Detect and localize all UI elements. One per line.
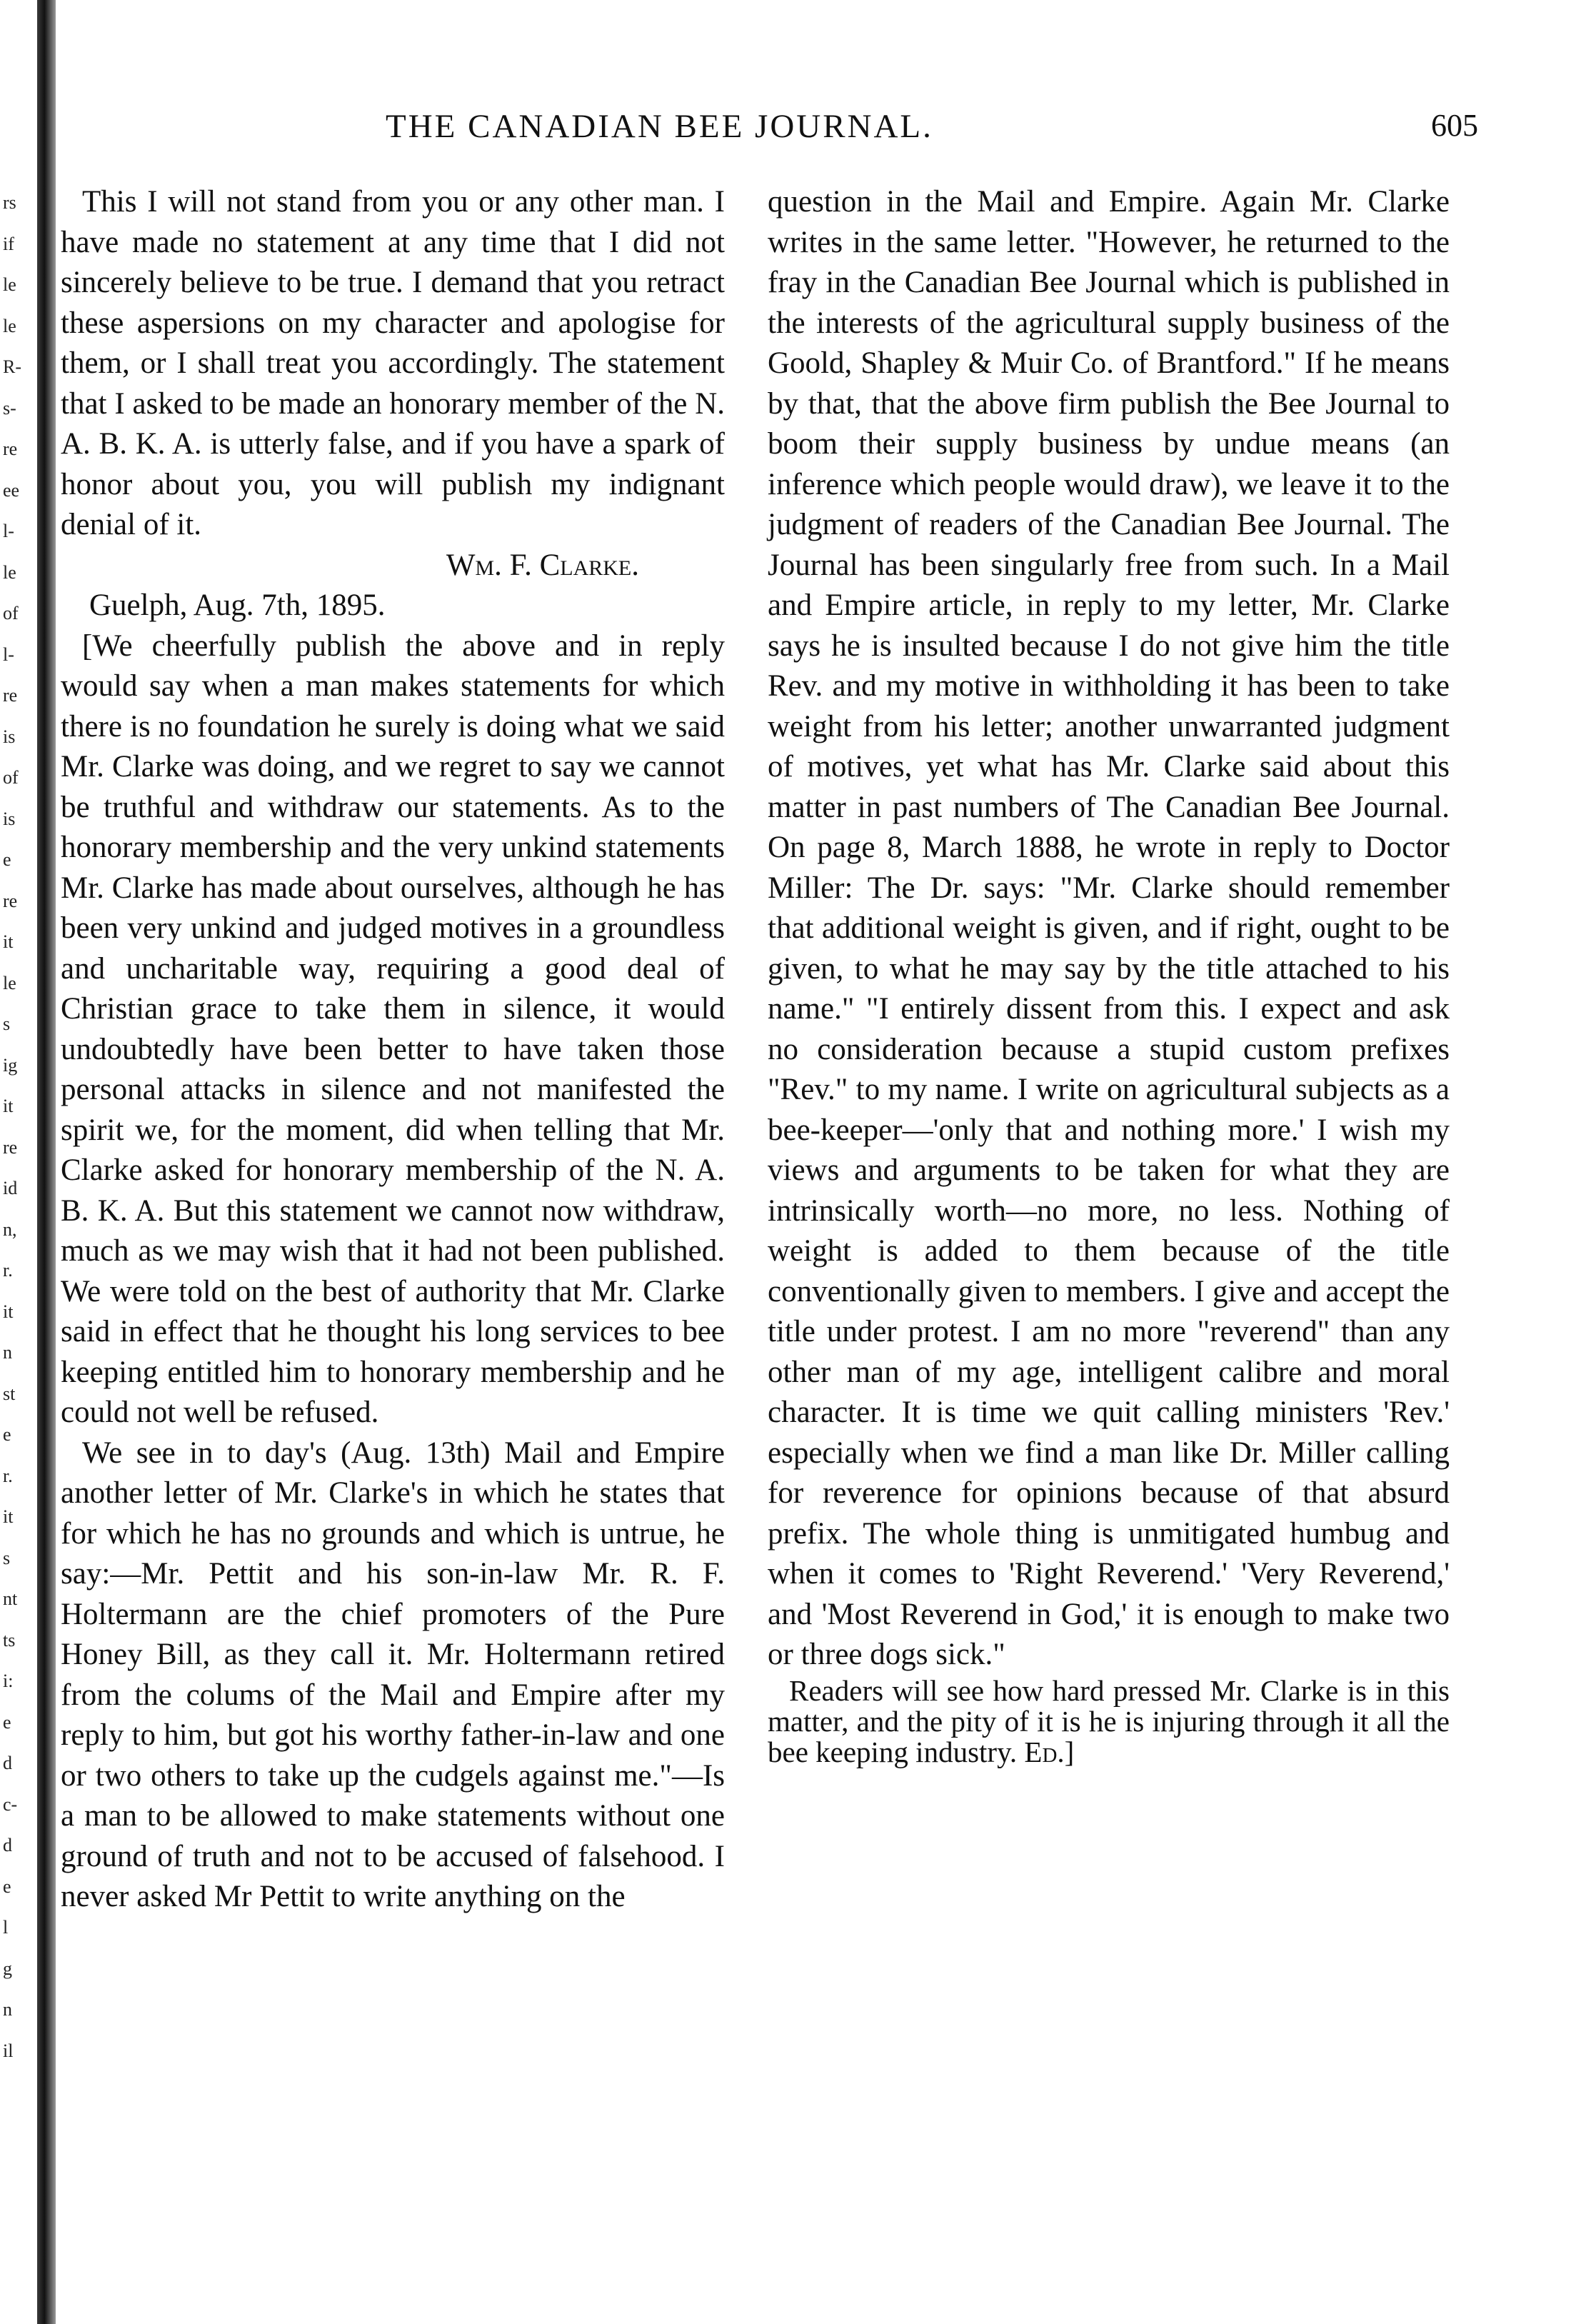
gutter-fragment: re bbox=[3, 1136, 18, 1158]
letter-dateline: Guelph, Aug. 7th, 1895. bbox=[89, 588, 386, 622]
gutter-fragment: le bbox=[3, 972, 16, 993]
gutter-fragment: l bbox=[3, 1917, 9, 1938]
binding-shadow bbox=[37, 0, 56, 2324]
page-number: 605 bbox=[1431, 108, 1478, 143]
gutter-fragment: i: bbox=[3, 1671, 14, 1691]
gutter-fragment: it bbox=[3, 1096, 14, 1116]
gutter-fragment: s- bbox=[3, 397, 16, 419]
gutter-fragment: d bbox=[3, 1835, 12, 1855]
journal-title: THE CANADIAN BEE JOURNAL. bbox=[386, 108, 933, 145]
editor-signature: Ed.] bbox=[1024, 1735, 1075, 1768]
gutter-fragment: le bbox=[3, 561, 16, 583]
gutter-fragment: r. bbox=[3, 1260, 13, 1281]
gutter-fragment: c- bbox=[3, 1793, 18, 1815]
gutter-fragment: d bbox=[3, 1753, 12, 1773]
gutter-fragment: e bbox=[3, 1875, 11, 1897]
gutter-fragment: le bbox=[3, 315, 16, 336]
gutter-fragment: ig bbox=[3, 1054, 18, 1076]
gutter-fragment: n, bbox=[3, 1218, 17, 1240]
gutter-fragment: ee bbox=[3, 479, 20, 501]
gutter-fragment: of bbox=[3, 767, 19, 788]
gutter-fragment: of bbox=[3, 603, 19, 623]
gutter-fragment: l- bbox=[3, 521, 14, 541]
editor-paragraph: [We cheerfully publish the above and in reply would say when a man makes statements for which there is no foundation he surely is doing what we said Mr. Clarke was doing, and we regret to say we cannot be truthful and withdraw our statements. As to the honorary membership and the very unkind statements Mr. Clarke has made about ourselves, although he has been very unkind and judged motives in a groundless and uncharitable way, requiring a good deal of Christian grace to take them in silence, it would undoubtedly have been better to have taken those personal attacks in silence and not manifested the spirit we, for the moment, did when telling that Mr. Clarke asked for honorary membership of the N. A. B. K. A. But this statement we cannot now withdraw, much as we may wish that it had not been published. We were told on the best of authority that Mr. Clarke said in effect that he thought his long services to bee keeping entitled him to honorary membership and he could not well be refused. bbox=[61, 628, 725, 1429]
gutter-fragment: e bbox=[3, 1711, 11, 1733]
gutter-fragment: n bbox=[3, 1342, 12, 1363]
gutter-fragment: is bbox=[3, 808, 16, 829]
gutter-fragment: n bbox=[3, 1999, 12, 2020]
gutter-fragment: s bbox=[3, 1013, 11, 1034]
editor-closing-paragraph bbox=[768, 1673, 1450, 1768]
gutter-fragment: le bbox=[3, 274, 16, 295]
editor-paragraph: We see in to day's (Aug. 13th) Mail and Empire another letter of Mr. Clarke's in which he states that for which he has no grounds and which is untrue, he say:—Mr. Pettit and his son-in-law Mr. R. F. Holtermann are the chief promoters of the Pure Honey Bill, as they call it. Mr. Holtermann retired from the colums of the Mail and Empire after my reply to him, but got his worthy father-in-law and one or two others to take up the cudgels against me."—Is a man to be allowed to make statements without one ground of truth and not to be accused of falsehood. I never asked Mr Pettit to write anything on the bbox=[61, 1436, 725, 1913]
gutter-fragment: it bbox=[3, 1301, 14, 1322]
gutter-fragment: l- bbox=[3, 643, 14, 665]
gutter-fragment: re bbox=[3, 439, 18, 459]
gutter-fragment: R- bbox=[3, 356, 21, 377]
gutter-fragment: il bbox=[3, 2040, 14, 2061]
gutter-fragment: it bbox=[3, 931, 14, 952]
gutter-fragment: it bbox=[3, 1506, 14, 1527]
gutter-fragment: nt bbox=[3, 1588, 18, 1609]
page-header bbox=[357, 107, 1478, 157]
gutter-fragment: e bbox=[3, 849, 11, 870]
gutter-fragment: is bbox=[3, 726, 16, 747]
gutter-fragment: rs bbox=[3, 192, 16, 213]
letter-signature: Wm. F. Clarke. bbox=[446, 548, 639, 582]
gutter-fragment: g bbox=[3, 1958, 12, 1979]
editor-paragraph: question in the Mail and Empire. Again Mr. Clarke writes in the same letter. "However, he returned to the fray in the Canadian Bee Journal which is published in the interests of the agricultural supply business of the Goold, Shapley & Muir Co. of Brantford." If he means by that, that the above firm publish the Bee Journal to boom their supply business by undue means (an inference which people would draw), we leave it to the judgment of readers of the Canadian Bee Journal. The Journal has been singularly free from such. In a Mail and Empire article, in reply to my letter, Mr. Clarke says he is insulted because I do not give him the title Rev. and my motive in withholding it has been to take weight from his letter; another unwarranted judgment of motives, yet what has Mr. Clarke said about this matter in past numbers of The Canadian Bee Journal. On page 8, March 1888, he wrote in reply to Doctor Miller: The Dr. says: "Mr. Clarke should remember that additional weight is given, and if right, ought to be given, to what he may say by the title attached to his name." "I entirely dissent from this. I expect and ask no consideration because a stupid custom prefixes "Rev." to my name. I write on agricultural subjects as a bee-keeper—'only that and nothing more.' I wish my views and arguments to be taken for what they are intrinsically worth—no more, no less. Nothing of weight is added to them because of the title conventionally given to members. I give and accept the title under protest. I am no more "reverend" than any other man of my age, intelligent calibre and moral character. It is time we quit calling ministers 'Rev.' especially when we find a man like Dr. Miller calling for reverence for opinions because of that absurd prefix. The whole thing is unmitigated humbug and when it comes to 'Right Reverend.' 'Very Reverend,' and 'Most Reverend in God,' it is enough to make two or three dogs sick." bbox=[768, 185, 1450, 1671]
gutter-fragment: s bbox=[3, 1547, 11, 1568]
gutter-fragment: if bbox=[3, 233, 14, 254]
gutter-fragment: st bbox=[3, 1383, 16, 1404]
gutter-fragment: re bbox=[3, 685, 18, 706]
letter-paragraph: This I will not stand from you or any other man. I have made no statement at any time that I did not sincerely believe to be true. I demand that you retract these aspersions on my character and apologise for them, or I shall treat you accordingly. The statement that I asked to be made an honorary member of the N. A. B. K. A. is utterly false, and if you have a spark of honor about you, you will publish my indignant denial of it. bbox=[61, 185, 725, 541]
gutter-fragment: re bbox=[3, 890, 18, 911]
gutter-fragment: id bbox=[3, 1178, 18, 1198]
right-column bbox=[768, 182, 1450, 1768]
editor-closing-text: Readers will see how hard pressed Mr. Clarke is in this matter, and the pity of it is he is injuring through it all the bee keeping industry. bbox=[768, 1673, 1450, 1768]
gutter-fragment: ts bbox=[3, 1629, 16, 1651]
gutter-fragment: r. bbox=[3, 1465, 13, 1486]
left-column bbox=[61, 182, 725, 1918]
gutter-fragment: e bbox=[3, 1424, 11, 1445]
